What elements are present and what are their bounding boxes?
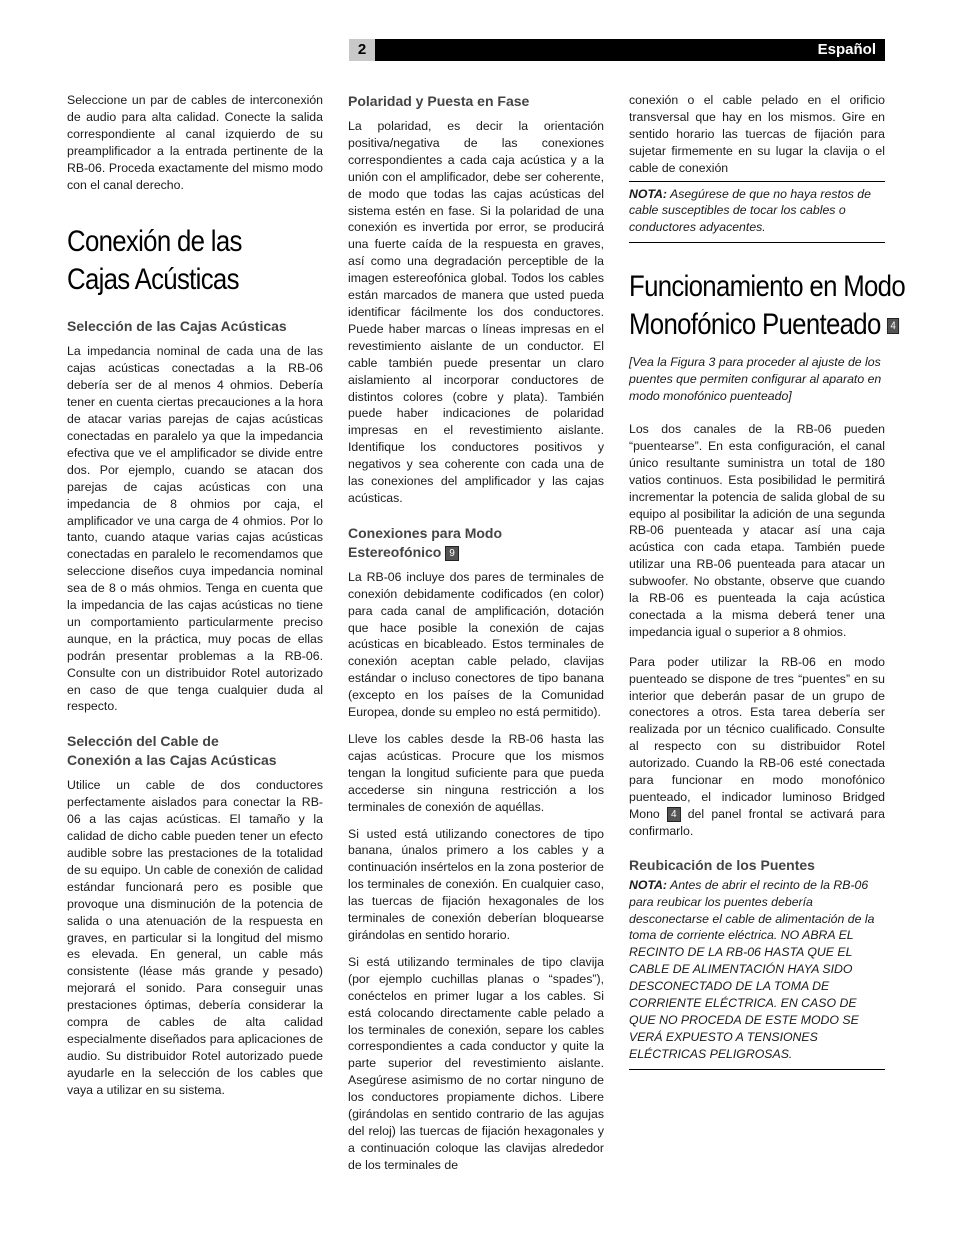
warning-note (629, 877, 885, 1069)
column-3 (629, 92, 906, 1070)
stereo-paragraph-4: Si está utilizando terminales de tipo clavija (por ejemplo cuchillas planas o “spades”), conéctelos en primer lugar a los cables. Si está colocando directamente cable pelado a los terminales de conexión, separe los cables correspondientes a cada conductor y quite la parte superior del revestimiento aislante. Asegúrese asimismo de no cortar ninguno de los conductores propiamente dichos. Libere (girándolas en sentido contrario de las agujas del reloj) las tuercas de fijación hexagonales y a continuación coloque las clavijas alrededor de los terminales de (348, 954, 604, 1172)
heading-stereo-line2: Estereofónico (348, 543, 442, 560)
column-2 (348, 92, 604, 1184)
figure-badge-9: 9 (445, 546, 459, 561)
stereo-paragraph-3: Si usted está utilizando conectores de tipo banana, únalos primero a los cables y a continuación insértelos en la zona posterior de los terminales de conexión. En cualquier caso, las tuercas de fijación hexagonales de los terminales de conexión deberían bloquearse girándolas en sentido horario. (348, 826, 604, 942)
continued-paragraph: conexión o el cable pelado en el orificio transversal que hay en los mismos. Gire en sentido horario las tuercas de fijación para sujetar firmemente en su lugar la clavija o el cable de conexión (629, 93, 885, 175)
figure-reference: [Vea la Figura 3 para proceder al ajuste de los puentes que permiten configurar al aparato en modo monofónico puenteado] (629, 355, 882, 404)
warning-note-text: Antes de abrir el recinto de la RB-06 para reubicar los puentes debería desconectarse el cable de alimentación de la toma de corriente eléctrica. NO ABRA EL RECINTO DE LA RB-06 HASTA QUE EL CABLE DE ALIMENTACIÓN HAYA SIDO DESCONECTADO DE LA TOMA DE CORRIENTE ELÉCTRICA. EN CASO DE QUE NO PROCEDA DE ESTE MODO SE VERÁ EXPUESTO A TENSIONES ELÉCTRICAS PELIGROSAS. (629, 877, 875, 1061)
polarity-paragraph: La polaridad, es decir la orientación positiva/negativa de las conexiones correspondientes a cada caja acústica y a la unión con el amplificador, debe ser coherente, de modo que todas las cajas acústicas del sistema estén en fase. Si la polaridad de una conexión es invertida por error, se producirá una fuerte caída de la respuesta en graves, así como una degradación perceptible de la imagen estereofónica global. Todos los cables están marcados de manera que usted pueda identificar fácilmente los dos conductores. Puede haber marcas o líneas impresas en el revestimiento aislante de un conductor. El cable también puede presentar un claro aislamiento al incorporar conductores de distintos colores (cobre y plata). También puede haber indicaciones de polaridad impresas en el revestimiento aislante. Identifique los conductores positivos y negativos y sea coherente con cada una de las conexiones del amplificador y las cajas acústicas. (348, 119, 604, 505)
warning-bottom-rule (629, 1069, 885, 1070)
section-title-line2: Cajas Acústicas (67, 263, 239, 297)
indicator-badge-4: 4 (667, 807, 681, 822)
bridged-title-text: Monofónico Puenteado (629, 308, 881, 342)
note-adjacent-conductors (629, 182, 885, 243)
mono-paragraph-2 (629, 654, 885, 840)
language-header: Español (375, 39, 885, 61)
mono-paragraph-2-start: Para poder utilizar la RB-06 en modo puenteado se dispone de tres “puentes” en su interior que deberán pasar de un grupo de conectores a otros. Esta tarea debería ser realizada por un técnico cualificado. Consulte al respecto con su distribuidor Rotel autorizado. Cuando la RB-06 esté conectada para funcionar en modo monofónico puenteado, el indicador luminoso Bridged Mono (629, 654, 885, 821)
section-title-line1: Conexión de las (67, 225, 242, 259)
bridged-title-line2 (629, 306, 896, 344)
note-text: Asegúrese de que no haya restos de cable susceptibles de tocar los cables o conductores adyacentes. (629, 186, 871, 235)
cable-paragraph: Utilice un cable de dos conductores perfectamente aislados para conectar la RB-06 a las cajas acústicas. El tamaño y la calidad de dicho cable pueden tener un efecto audible sobre las prestaciones de la totalidad de su equipo. Un cable de conexión de calidad estándar funcionará pero es posible que provoque una disminución de la potencia de salida o una atenuación de la respuesta en graves, en particular si la longitud del mismo es elevada. En general, un cable más consistente (léase más grande y pesado) mejorará el sonido. Para conseguir unas prestaciones óptimas, debería considerar la compra de cables de alta calidad especialmente diseñados para aplicaciones de audio. Su distribuidor Rotel autorizado puede ayudarle en la selección de los cables que vaya a utilizar en su sistema. (67, 778, 323, 1097)
section-title-bridged (629, 268, 906, 344)
section-title-speakers (67, 223, 323, 299)
mono-paragraph-1: Los dos canales de la RB-06 pueden “puentearse”. En esta configuración, el canal único resultante suministra un total de 180 vatios continuos. Esta posibilidad le permitirá incrementar la potencia de salida global de su equipo al posibilitar la adición de una segunda RB-06 puenteada y atacar así una caja acústica con cada etapa. También puede utilizar una RB-06 puenteada para atacar un subwoofer. No obstante, observe que cuando la RB-06 es puenteada la caja acústica conectada a la misma deberá tener una impedancia igual o superior a 8 ohmios. (629, 421, 885, 639)
heading-jumper-relocation: Reubicación de los Puentes (629, 856, 815, 873)
heading-stereo-connections (348, 524, 604, 562)
page-number: 2 (349, 39, 375, 61)
column-1 (67, 92, 323, 1109)
heading-polarity: Polaridad y Puesta en Fase (348, 93, 530, 109)
mono-paragraph-2-end: del panel frontal se activará para confirmarlo. (629, 806, 885, 838)
heading-cable-selection (67, 732, 323, 770)
heading-speaker-selection: Selección de las Cajas Acústicas (67, 318, 287, 335)
warning-note-label: NOTA: (629, 877, 668, 892)
bridged-title-line1: Funcionamiento en Modo (629, 270, 906, 304)
stereo-paragraph-1: La RB-06 incluye dos pares de terminales de conexión debidamente codificados (en color) para cada canal de amplificación, dotación que hace posible la conexión de cajas acústicas en bicableado. Estos terminales de conexión aceptan cable pelado, clavijas estándar o incluso conectores de tipo banana (excepto en los países de la Comunidad Europea, donde su empleo no está permitido). (348, 569, 604, 720)
heading-stereo-line1: Conexiones para Modo (348, 524, 503, 541)
intro-paragraph: Seleccione un par de cables de interconexión de audio para alta calidad. Conecte la salida correspondiente al canal izquierdo de su preamplificador a la entrada pertinente de la RB-06. Proceda exactamente del mismo modo con el canal derecho. (67, 93, 323, 192)
note-label: NOTA: (629, 186, 668, 201)
figure-badge-4: 4 (887, 318, 899, 334)
stereo-paragraph-2: Lleve los cables desde la RB-06 hasta las cajas acústicas. Procure que los mismos tengan la longitud suficiente para que pueda accederse sin ninguna restricción a los terminales de conexión de aquéllas. (348, 732, 604, 814)
speakers-paragraph: La impedancia nominal de cada una de las cajas acústicas conectadas a la RB-06 debería ser de al menos 4 ohmios. Debería tener en cuenta ciertas precauciones a la hora de atacar varias parejas de cajas acústicas conectadas en paralelo ya que la impedancia efectiva que ve el amplificador se divide entre dos. Por ejemplo, cuando se atacan dos parejas de cajas acústicas con una impedancia de 8 ohmios por caja, el amplificador ve una carga de 4 ohmios. Por lo tanto, cuando ataque varias cajas acústicas conectadas en paralelo le recomendamos que seleccione diseños cuya impedancia nominal sea de 8 o más ohmios. Tenga en cuenta que la impedancia de las cajas acústicas no tiene un comportamiento particularmente preciso aunque, en la práctica, muy pocas de ellas podrán presentar problemas a la RB-06. Consulte con un distribuidor Rotel autorizado en caso de que tenga cualquier duda al respecto. (67, 344, 323, 714)
heading-cable-line2: Conexión a las Cajas Acústicas (67, 752, 277, 769)
heading-cable-line1: Selección del Cable de (67, 733, 219, 750)
